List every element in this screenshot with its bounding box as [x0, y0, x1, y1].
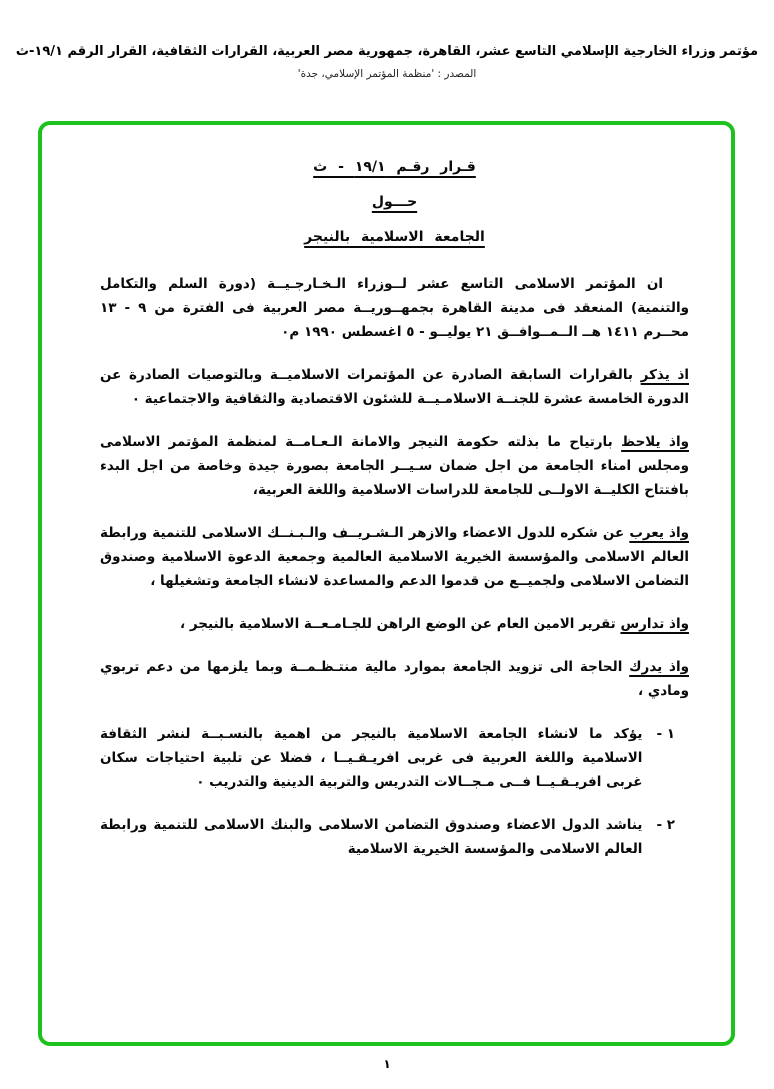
paragraph-preamble: [100, 272, 689, 344]
paragraph-expressing-thanks: [100, 521, 689, 593]
item-number: ٢ -: [656, 816, 675, 833]
header-citation-line: مؤتمر وزراء الخارجية الإسلامي التاسع عشر، القاهرة، جمهورية مصر العربية، القرارات الثقافية، القرار الرقم ١٩/١-ث: [15, 44, 759, 59]
header-source-line: المصدر : 'منظمة المؤتمر الإسلامي، جدة': [297, 68, 477, 80]
numbered-item-1: [100, 722, 689, 794]
paragraph-aware: [100, 655, 689, 703]
paragraph-lead: اذ يذكر: [640, 366, 689, 383]
scanned-document-frame: [38, 121, 735, 1046]
page-number: ١: [383, 1057, 391, 1071]
paragraph-lead: واذ يلاحظ: [621, 433, 689, 450]
paragraph-text: عن شكره للدول الاعضاء والازهر الـشـريــف والـبـنــك الاسلامى للتنمية ورابطة العالم الاسلامى والمؤسسة الخيرية الاسلامية العالمية وجمعية الدعوة الاسلامية وصندوق التضامن الاسلامى ولجميــع من قدموا الدعم والمساعدة لانشاء الجامعة وتشغيلها ،: [100, 524, 689, 589]
paragraph-text: الحاجة الى تزويد الجامعة بموارد مالية منتـظـمــة وبما يلزمها من دعم تربوي ومادي ،: [100, 658, 689, 699]
paragraph-noting: [100, 430, 689, 502]
item-text: يناشد الدول الاعضاء وصندوق التضامن الاسلامى والبنك الاسلامى للتنمية ورابطة العالم الاسلامى والمؤسسة الخيرية الاسلامية: [100, 816, 643, 857]
paragraph-text: بارتياح ما بذلته حكومة النيجر والامانة الـعـامــة لمنظمة المؤتمر الاسلامى ومجلس امناء الجامعة من اجل ضمان سـيــر الجامعة بصورة جيدة وخاصة من اجل البدء بافتتاح الكليــة الاولــى للجامعة للدراسات الاسلامية واللغة العربية،: [100, 433, 689, 498]
paragraph-recalling: [100, 363, 689, 411]
paragraph-lead: واذ يعرب: [629, 524, 689, 541]
numbered-item-2: [100, 813, 689, 861]
title-about-word: حـــول: [371, 193, 418, 210]
title-block: [100, 155, 689, 250]
paragraph-lead: واذ يدرك: [629, 658, 689, 675]
paragraph-lead: واذ تدارس: [620, 615, 689, 632]
item-number: ١ -: [656, 725, 675, 742]
paragraph-text: بالقرارات السابقة الصادرة عن المؤتمرات الاسلاميــة وبالتوصيات الصادرة عن الدورة الخامسة عشرة للجنــة الاسلامـيــة للشئون الاقتصادية والثقافية والاجتماعية ٠: [100, 366, 689, 407]
resolution-number-title: قـرار رقـم ١٩/١ - ث: [313, 159, 476, 175]
paragraph-having-examined: [100, 612, 689, 636]
paragraph-text: ان المؤتمر الاسلامى التاسع عشر لــوزراء الـخـارجـيــة (دورة السلم والتكامل والتنمية) المنعقد فى مدينة القاهرة بجمهــوريــة مصر العربية فى الفترة من ٩ - ١٣ محــرم ١٤١١ هــ الــمــوافــق ٢١ يوليــو - ٥ اغسطس ١٩٩٠ م٠: [100, 275, 690, 340]
item-text: يؤكد ما لانشاء الجامعة الاسلامية بالنيجر من اهمية بالنسـبــة لنشر الثقافة الاسلامية واللغة العربية فى غربى افريـقـيــا ، فضلا عن تلبية احتياجات سكان غربى افريـقـيــا فــى مـجــالات التدريس والتربية الدينية والتدريب ٠: [100, 725, 643, 790]
document-header: [0, 44, 774, 80]
paragraph-text: تقرير الامين العام عن الوضع الراهن للجـامـعــة الاسلامية بالنيجر ،: [180, 615, 621, 632]
document-body: [42, 125, 731, 1042]
resolution-subject-title: الجامعة الاسلامية بالنيجر: [304, 228, 485, 245]
